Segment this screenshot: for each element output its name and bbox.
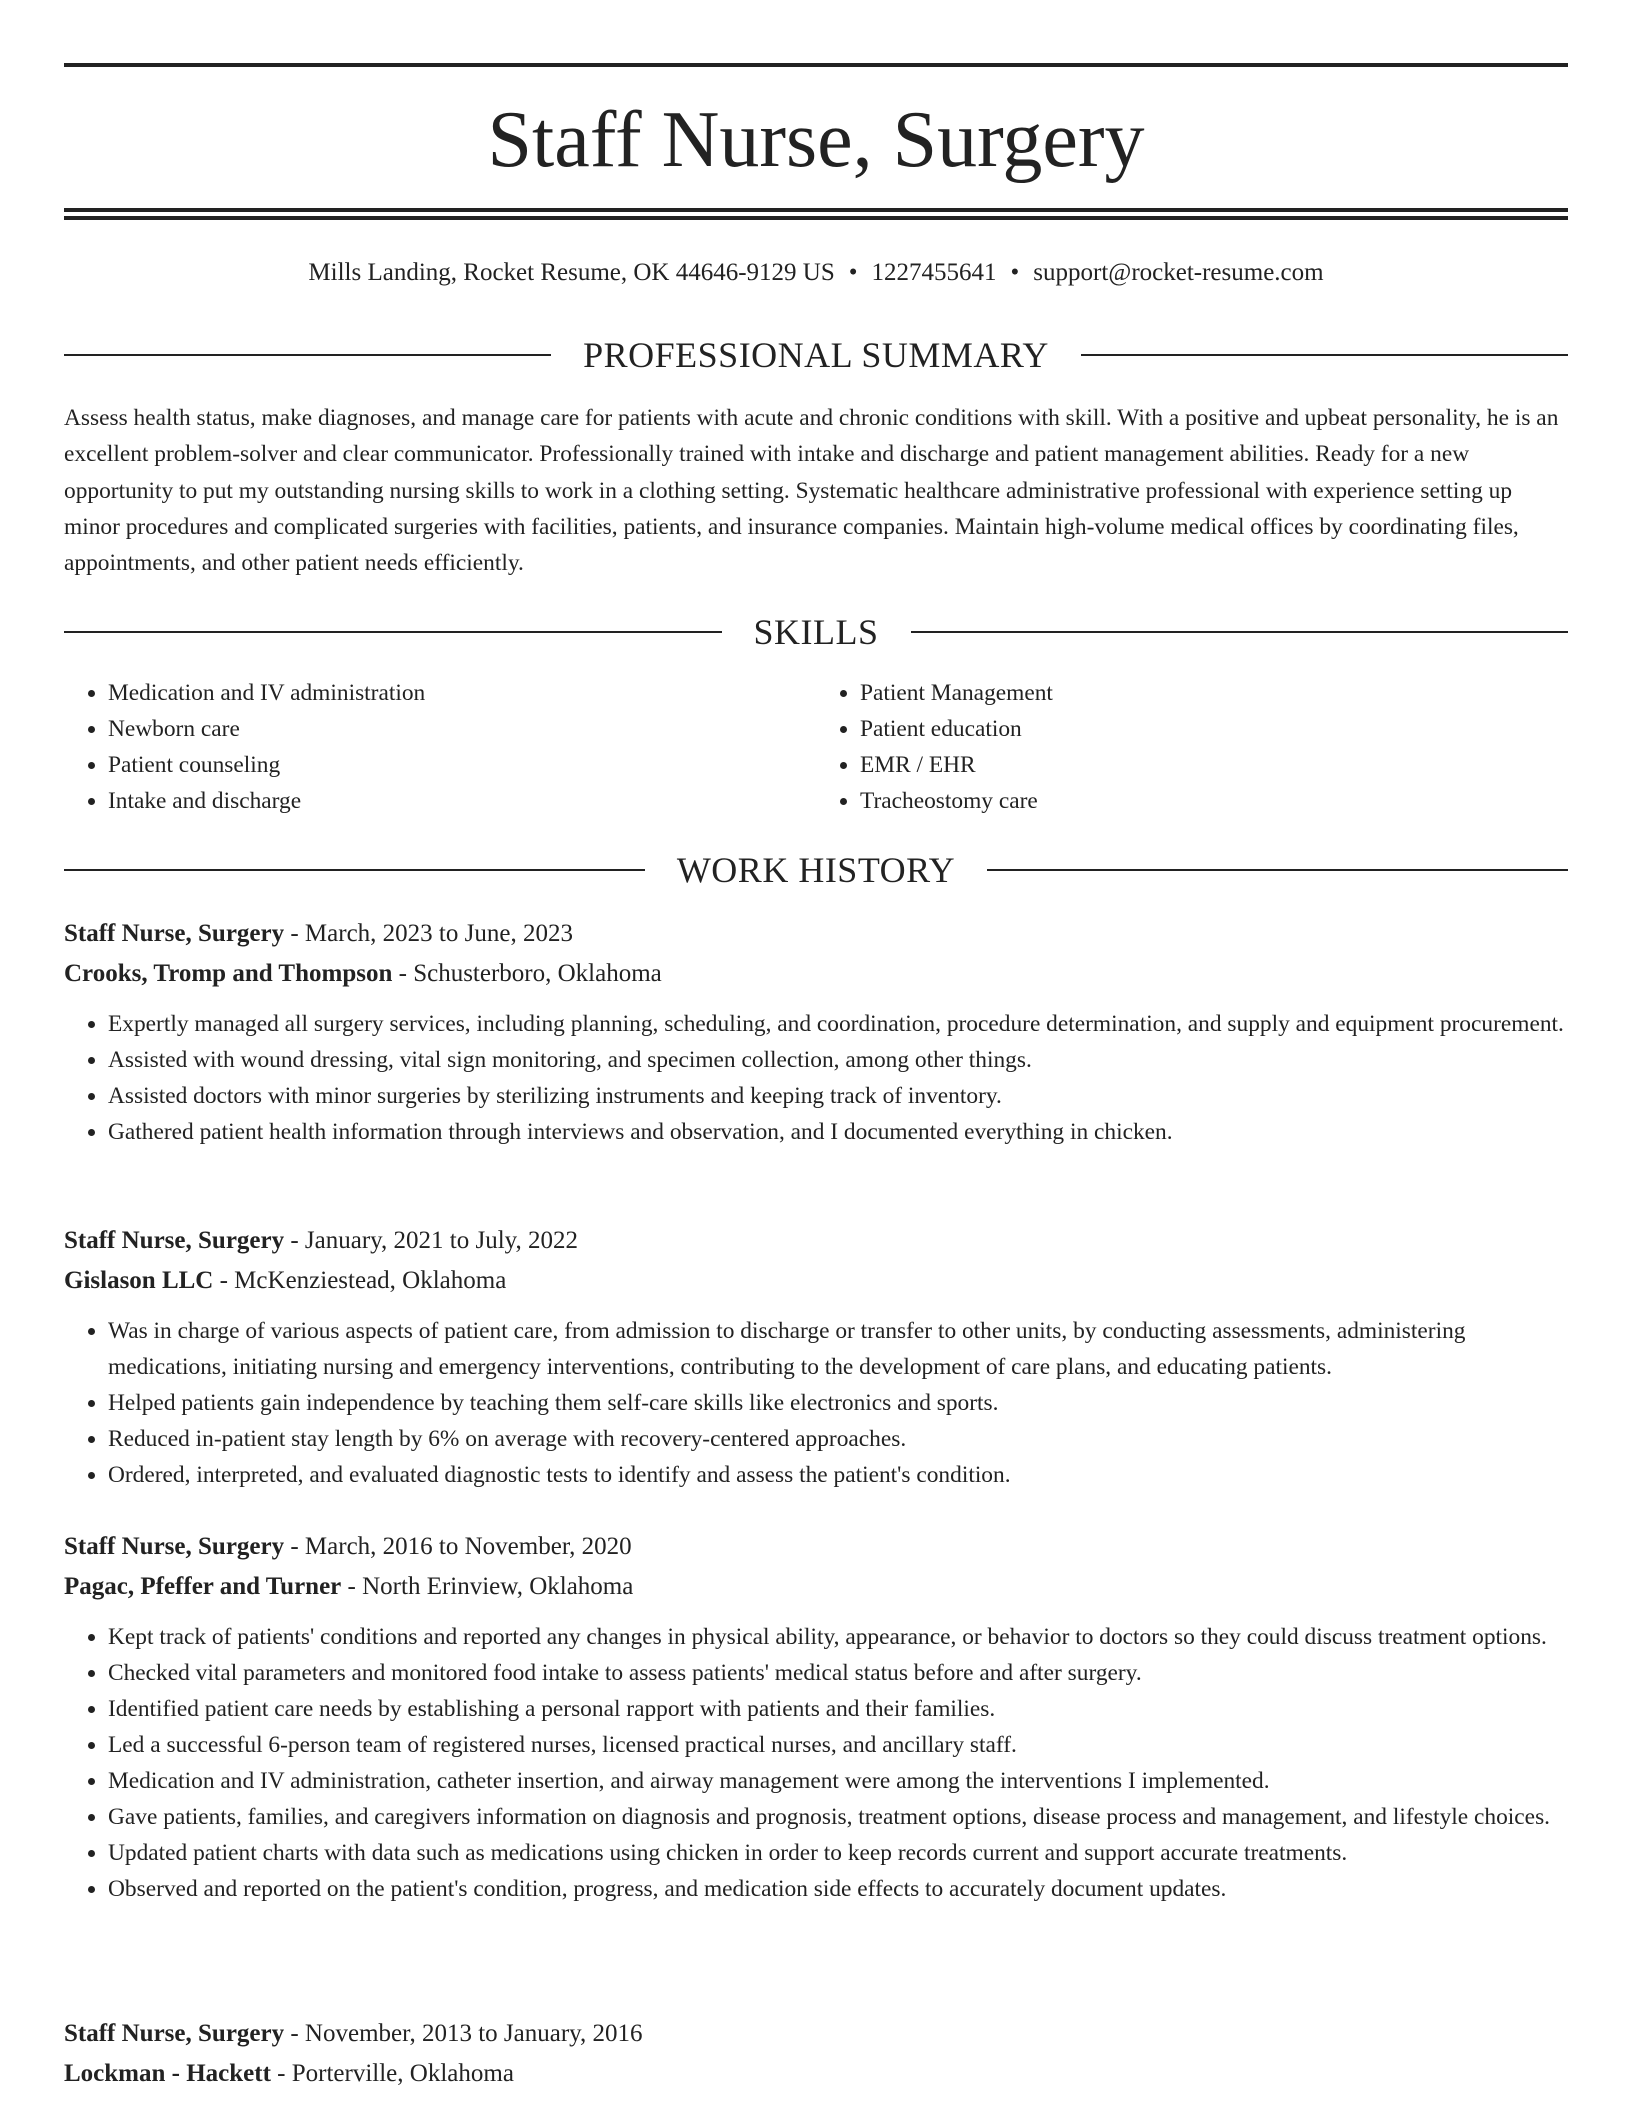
job-title-line (64, 914, 1568, 954)
job-duty: • Checked vital parameters and monitored food intake to assess patients' medical status before and after surgery. (108, 1655, 1568, 1691)
job-location: - North Erinview, Oklahoma (341, 1573, 634, 1600)
job-duty: • Helped patients gain independence by teaching them self-care skills like electronics and sports. (108, 1385, 1568, 1421)
skill-item: • Intake and discharge (108, 783, 816, 819)
job-duty: • Led a successful 6-person team of registered nurses, licensed practical nurses, and ancillary staff. (108, 1727, 1568, 1763)
job-company: Gislason LLC (64, 1267, 214, 1294)
job-title: Staff Nurse, Surgery (64, 2020, 285, 2047)
contact-address: Mills Landing, Rocket Resume, OK 44646-9129 US (308, 259, 835, 286)
skills-section-header (64, 610, 1568, 654)
job-title: Staff Nurse, Surgery (64, 1227, 285, 1254)
skill-item: • Tracheostomy care (860, 783, 1568, 819)
skills-list (64, 675, 1568, 819)
job-duty: • Reduced in-patient stay length by 6% on average with recovery-centered approaches. (108, 1421, 1568, 1457)
job-company-line (64, 1567, 1568, 1607)
skills-column-right (816, 675, 1568, 819)
job-entry (64, 1527, 1568, 1907)
job-location: - Schusterboro, Oklahoma (392, 960, 662, 987)
skill-item: • Patient counseling (108, 747, 816, 783)
job-duty: • Gathered patient health information through interviews and observation, and I documented everything in chicken. (108, 1114, 1568, 1150)
job-duty: • Kept track of patients' conditions and reported any changes in physical ability, appearance, or behavior to doctors so they could discuss treatment options. (108, 1619, 1568, 1655)
job-title: Staff Nurse, Surgery (64, 1533, 285, 1560)
job-company-line (64, 1261, 1568, 1301)
job-entry (64, 2014, 1568, 2094)
job-dates: - March, 2016 to November, 2020 (284, 1533, 632, 1560)
job-duty: • Medication and IV administration, catheter insertion, and airway management were among the interventions I implemented. (108, 1763, 1568, 1799)
skill-item: • Patient education (860, 711, 1568, 747)
skills-section-title: SKILLS (753, 612, 879, 652)
section-rule (911, 631, 1569, 633)
section-rule (64, 869, 645, 871)
job-duty: • Was in charge of various aspects of patient care, from admission to discharge or transfer to other units, by conducting assessments, administering medications, initiating nursing and emergency interventions, contributing to the development of care plans, and educating patients. (108, 1313, 1568, 1385)
job-duty: • Identified patient care needs by establishing a personal rapport with patients and their families. (108, 1691, 1568, 1727)
job-dates: - March, 2023 to June, 2023 (284, 920, 573, 947)
job-title-line (64, 1221, 1568, 1261)
job-title-line (64, 1527, 1568, 1567)
skills-column-left (64, 675, 816, 819)
job-duty: • Expertly managed all surgery services, including planning, scheduling, and coordination, procedure determination, and supply and equipment procurement. (108, 1006, 1568, 1042)
skill-item: • Patient Management (860, 675, 1568, 711)
summary-section-title: PROFESSIONAL SUMMARY (583, 335, 1049, 375)
job-title: Staff Nurse, Surgery (64, 920, 285, 947)
section-rule (987, 869, 1568, 871)
skill-item: • EMR / EHR (860, 747, 1568, 783)
job-duty: • Observed and reported on the patient's condition, progress, and medication side effects to accurately document updates. (108, 1871, 1568, 1907)
job-dates: - November, 2013 to January, 2016 (284, 2020, 643, 2047)
job-entry (64, 914, 1568, 1150)
section-rule (1081, 354, 1568, 356)
contact-phone: 1227455641 (871, 259, 997, 286)
job-company-line (64, 954, 1568, 994)
resume-title: Staff Nurse, Surgery (487, 96, 1145, 184)
job-duty: • Assisted with wound dressing, vital sign monitoring, and specimen collection, among other things. (108, 1042, 1568, 1078)
job-duty: • Assisted doctors with minor surgeries by sterilizing instruments and keeping track of inventory. (108, 1078, 1568, 1114)
professional-summary-text: Assess health status, make diagnoses, and manage care for patients with acute and chronic conditions with skill. With a positive and upbeat personality, he is an excellent problem-solver and clear communicator. Professionally trained with intake and discharge and patient management abilities. Ready for a new opportunity to put my outstanding nursing skills to work in a clothing setting. Systematic healthcare administrative professional with experience setting up minor procedures and complicated surgeries with facilities, patients, and insurance companies. Maintain high-volume medical offices by coordinating files, appointments, and other patient needs efficiently. (64, 405, 1559, 577)
job-location: - McKenziestead, Oklahoma (213, 1267, 507, 1294)
job-duty: • Ordered, interpreted, and evaluated diagnostic tests to identify and assess the patient's condition. (108, 1457, 1568, 1493)
job-duty: • Updated patient charts with data such as medications using chicken in order to keep records current and support accurate treatments. (108, 1835, 1568, 1871)
job-duties-list (64, 1619, 1568, 1907)
top-rule (64, 63, 1568, 67)
job-company: Lockman - Hackett (64, 2060, 271, 2087)
job-entry (64, 1221, 1568, 1493)
contact-line (64, 255, 1568, 291)
job-duties-list (64, 1313, 1568, 1493)
job-duties-list (64, 1006, 1568, 1150)
work-section-title: WORK HISTORY (676, 850, 956, 890)
job-title-line (64, 2014, 1568, 2054)
job-company: Pagac, Pfeffer and Turner (64, 1573, 342, 1600)
contact-separator: • (1010, 259, 1020, 286)
skill-item: • Medication and IV administration (108, 675, 816, 711)
job-company-line (64, 2054, 1568, 2094)
job-location: - Porterville, Oklahoma (270, 2060, 514, 2087)
title-double-rule (64, 208, 1568, 220)
section-rule (64, 631, 722, 633)
section-rule (64, 354, 551, 356)
job-dates: - January, 2021 to July, 2022 (284, 1227, 579, 1254)
job-duty: • Gave patients, families, and caregivers information on diagnosis and prognosis, treatment options, disease process and management, and lifestyle choices. (108, 1799, 1568, 1835)
skill-item: • Newborn care (108, 711, 816, 747)
contact-email: support@rocket-resume.com (1033, 259, 1324, 286)
job-company: Crooks, Tromp and Thompson (64, 960, 393, 987)
contact-separator: • (848, 259, 858, 286)
summary-section-header (64, 333, 1568, 377)
work-section-header (64, 848, 1568, 892)
